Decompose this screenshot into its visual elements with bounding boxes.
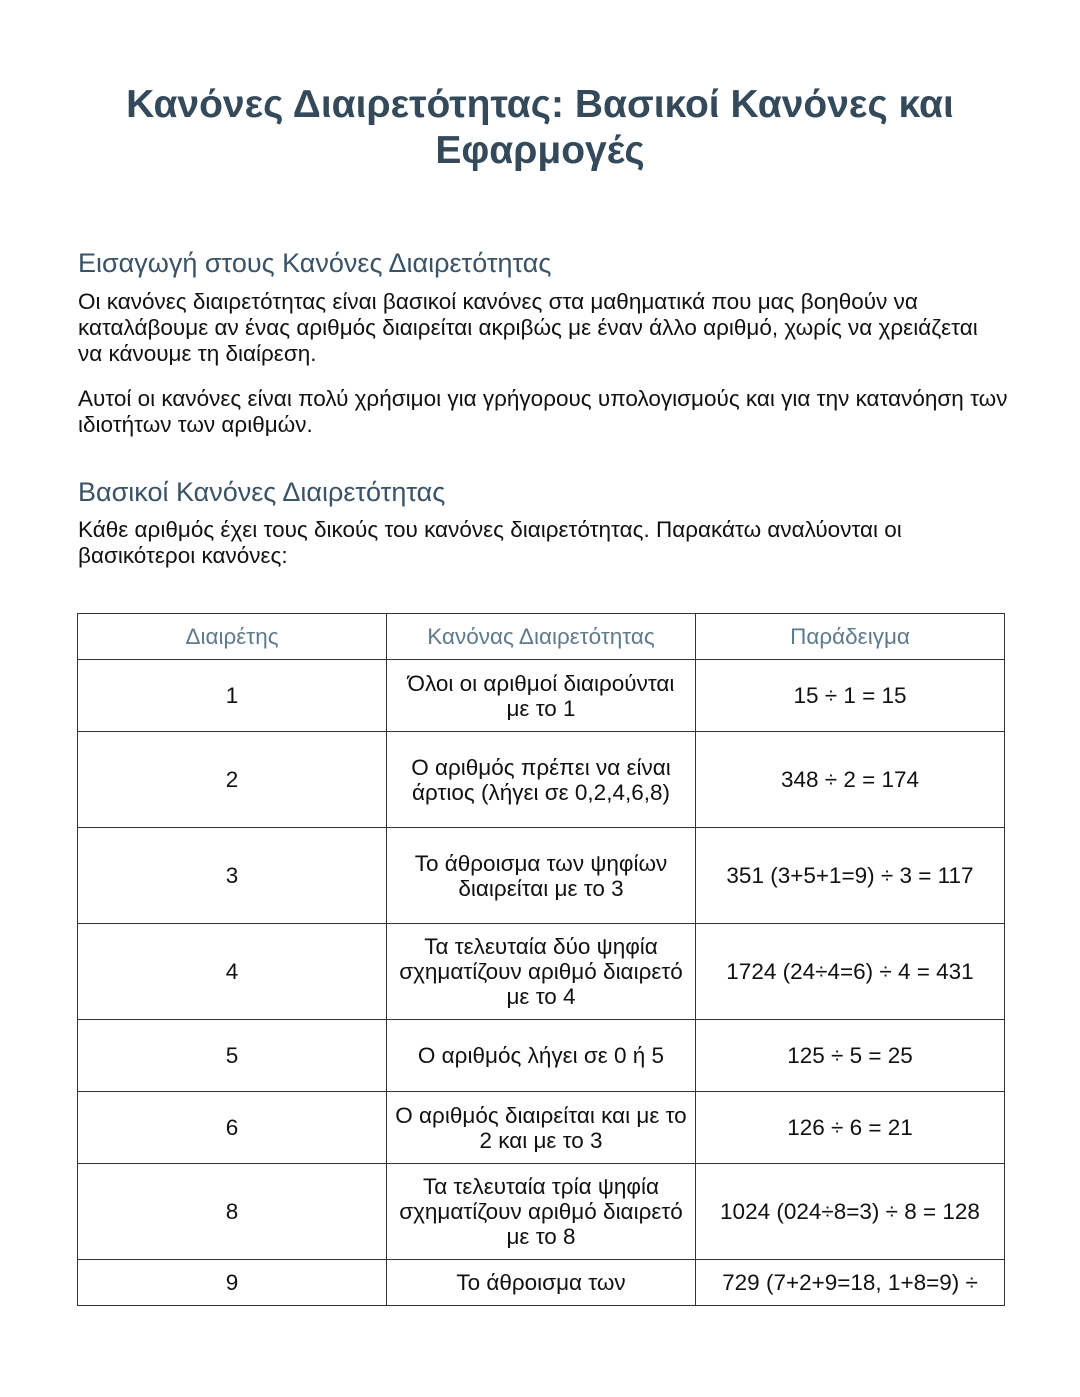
divisor-cell: 5 bbox=[78, 1020, 387, 1092]
intro-paragraph-2: Αυτοί οι κανόνες είναι πολύ χρήσιμοι για γρήγορους υπολογισμούς και για την κατανόηση των ιδιοτήτων των αριθμών. bbox=[78, 386, 1008, 437]
intro-heading: Εισαγωγή στους Κανόνες Διαιρετότητας bbox=[78, 248, 552, 278]
page-title: Κανόνες Διαιρετότητας: Βασικοί Κανόνες και Εφαρμογές bbox=[126, 83, 954, 172]
basic-rules-paragraph: Κάθε αριθμός έχει τους δικούς του κανόνες διαιρετότητας. Παρακάτω αναλύονται οι βασικότεροι κανόνες: bbox=[78, 517, 902, 568]
table-row bbox=[78, 1164, 1005, 1260]
divisor-cell: 6 bbox=[78, 1092, 387, 1164]
table-row bbox=[78, 660, 1005, 732]
header-rule: Κανόνας Διαιρετότητας bbox=[387, 614, 696, 660]
table-row bbox=[78, 732, 1005, 828]
table-row bbox=[78, 828, 1005, 924]
example-cell: 126 ÷ 6 = 21 bbox=[696, 1092, 1005, 1164]
rule-cell: Όλοι οι αριθμοί διαιρούνται με το 1 bbox=[387, 660, 696, 732]
divisor-cell: 4 bbox=[78, 924, 387, 1020]
rule-cell: Ο αριθμός διαιρείται και με το 2 και με το 3 bbox=[387, 1092, 696, 1164]
header-example: Παράδειγμα bbox=[696, 614, 1005, 660]
table-header-row bbox=[78, 614, 1005, 660]
example-cell: 351 (3+5+1=9) ÷ 3 = 117 bbox=[696, 828, 1005, 924]
divisor-cell: 2 bbox=[78, 732, 387, 828]
divisor-cell: 3 bbox=[78, 828, 387, 924]
table-row bbox=[78, 1260, 1005, 1306]
divisibility-rules-table bbox=[77, 613, 1005, 1306]
rule-cell: Τα τελευταία τρία ψηφία σχηματίζουν αριθμό διαιρετό με το 8 bbox=[387, 1164, 696, 1260]
example-cell: 15 ÷ 1 = 15 bbox=[696, 660, 1005, 732]
table-row bbox=[78, 924, 1005, 1020]
rule-cell: Ο αριθμός λήγει σε 0 ή 5 bbox=[387, 1020, 696, 1092]
intro-paragraph-1: Οι κανόνες διαιρετότητας είναι βασικοί κανόνες στα μαθηματικά που μας βοηθούν να καταλάβουμε αν ένας αριθμός διαιρείται ακριβώς με έναν άλλο αριθμό, χωρίς να χρειάζεται να κάνουμε τη διαίρεση. bbox=[78, 289, 978, 366]
example-cell: 729 (7+2+9=18, 1+8=9) ÷ bbox=[696, 1260, 1005, 1306]
example-cell: 125 ÷ 5 = 25 bbox=[696, 1020, 1005, 1092]
table-row bbox=[78, 1020, 1005, 1092]
example-cell: 348 ÷ 2 = 174 bbox=[696, 732, 1005, 828]
divisor-cell: 8 bbox=[78, 1164, 387, 1260]
rule-cell: Το άθροισμα των bbox=[387, 1260, 696, 1306]
example-cell: 1724 (24÷4=6) ÷ 4 = 431 bbox=[696, 924, 1005, 1020]
rule-cell: Τα τελευταία δύο ψηφία σχηματίζουν αριθμό διαιρετό με το 4 bbox=[387, 924, 696, 1020]
header-divisor: Διαιρέτης bbox=[78, 614, 387, 660]
basic-rules-heading: Βασικοί Κανόνες Διαιρετότητας bbox=[78, 477, 446, 507]
rule-cell: Το άθροισμα των ψηφίων διαιρείται με το 3 bbox=[387, 828, 696, 924]
example-cell: 1024 (024÷8=3) ÷ 8 = 128 bbox=[696, 1164, 1005, 1260]
table-row bbox=[78, 1092, 1005, 1164]
divisor-cell: 9 bbox=[78, 1260, 387, 1306]
rule-cell: Ο αριθμός πρέπει να είναι άρτιος (λήγει σε 0,2,4,6,8) bbox=[387, 732, 696, 828]
divisor-cell: 1 bbox=[78, 660, 387, 732]
